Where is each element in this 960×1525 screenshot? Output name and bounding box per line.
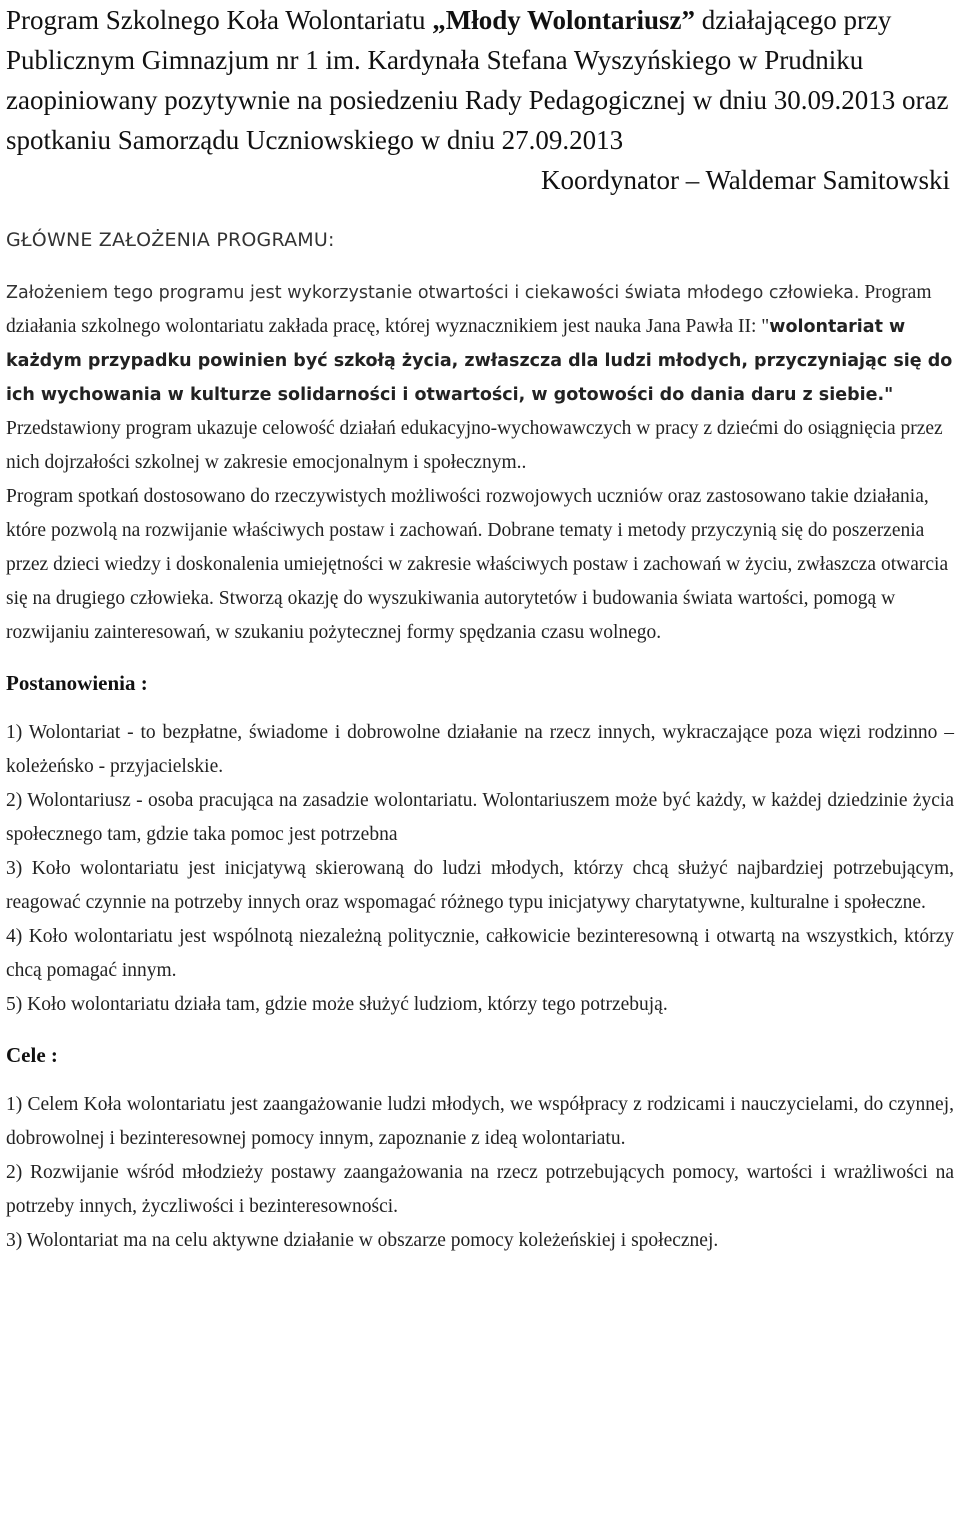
intro-sans-text: Założeniem tego programu jest wykorzystanie otwartości i ciekawości świata młodego człowieka.	[6, 283, 860, 303]
paragraph-presented-program: Przedstawiony program ukazuje celowość działań edukacyjno-wychowawczych w pracy z dziećmi do osiągnięcia przez nich dojrzałości szkolnej w zakresie emocjonalnym i społecznym..	[6, 418, 943, 473]
postanowienia-heading: Postanowienia :	[6, 671, 148, 695]
intro-serif-text: Program działania szkolnego wolontariatu zakłada pracę, której wyznacznikiem jest nauka Jana Pawła II: "	[6, 282, 932, 337]
list-item: 1) Wolontariat - to bezpłatne, świadome i dobrowolne działanie na rzecz innych, wykraczające poza więzi rodzinno – koleżeńsko - przyjacielskie.	[6, 722, 954, 777]
cele-heading: Cele :	[6, 1043, 58, 1067]
coordinator-line: Koordynator – Waldemar Samitowski	[540, 165, 950, 195]
list-item: 3) Wolontariat ma na celu aktywne działanie w obszarze pomocy koleżeńskiej i społecznej.	[6, 1230, 719, 1251]
cele-list	[6, 1088, 954, 1258]
list-item: 1) Celem Koła wolontariatu jest zaangażowanie ludzi młodych, we współpracy z rodzicami i nauczycielami, do czynnej, dobrowolnej i bezinteresownej pomocy innym, zapoznanie z ideą wolontariatu.	[6, 1094, 954, 1149]
list-item: 3) Koło wolontariatu jest inicjatywą skierowaną do ludzi młodych, którzy chcą służyć najbardziej potrzebującym, reagować czynnie na potrzeby innych oraz wspomagać różnego typu inicjatywy charytatywne, kulturalne i społeczne.	[6, 858, 954, 913]
main-principles-heading: GŁÓWNE ZAŁOŻENIA PROGRAMU:	[6, 229, 335, 251]
document-title	[6, 0, 954, 160]
title-rest: działającego przy Publicznym Gimnazjum nr 1 im. Kardynała Stefana Wyszyńskiego w Prudniku zaopiniowany pozytywnie na posiedzeniu Rady Pedagogicznej w dniu 30.09.2013 oraz spotkaniu Samorządu Uczniowskiego w dniu 27.09.2013	[6, 5, 949, 155]
postanowienia-list	[6, 716, 954, 1022]
list-item: 4) Koło wolontariatu jest wspólnotą niezależną politycznie, całkowicie bezinteresowną i otwartą na wszystkich, którzy chcą pomagać innym.	[6, 926, 954, 981]
title-program-name: „Młody Wolontariusz”	[432, 5, 696, 35]
title-prefix: Program Szkolnego Koła Wolontariatu	[6, 5, 433, 35]
list-item: 5) Koło wolontariatu działa tam, gdzie może służyć ludziom, którzy tego potrzebują.	[6, 994, 668, 1015]
list-item: 2) Wolontariusz - osoba pracująca na zasadzie wolontariatu. Wolontariuszem może być każdy, w każdej dziedzinie życia społecznego tam, gdzie taka pomoc jest potrzebna	[6, 790, 954, 845]
list-item: 2) Rozwijanie wśród młodzieży postawy zaangażowania na rzecz potrzebujących pomocy, wartości i wrażliwości na potrzeby innych, życzliwości i bezinteresowności.	[6, 1162, 954, 1217]
paragraph-meetings-program: Program spotkań dostosowano do rzeczywistych możliwości rozwojowych uczniów oraz zastosowano takie działania, które pozwolą na rozwijanie właściwych postaw i zachowań. Dobrane tematy i metody przyczynią się do poszerzenia przez dzieci wiedzy i doskonalenia umiejętności w zakresie właściwych postaw i zachowań w życiu, zwłaszcza otwarcia się na drugiego człowieka. Stworzą okazję do wyszukiwania autorytetów i budowania świata wartości, pomogą w rozwijaniu zainteresowań, w szukaniu pożytecznej formy spędzania czasu wolnego.	[6, 486, 949, 643]
intro-paragraph	[6, 276, 954, 412]
john-paul-quote: wolontariat w każdym przypadku powinien być szkołą życia, zwłaszcza dla ludzi młodych, przyczyniając się do ich wychowania w kulturze solidarności i otwartości, w gotowości do dania daru z siebie."	[6, 317, 953, 405]
